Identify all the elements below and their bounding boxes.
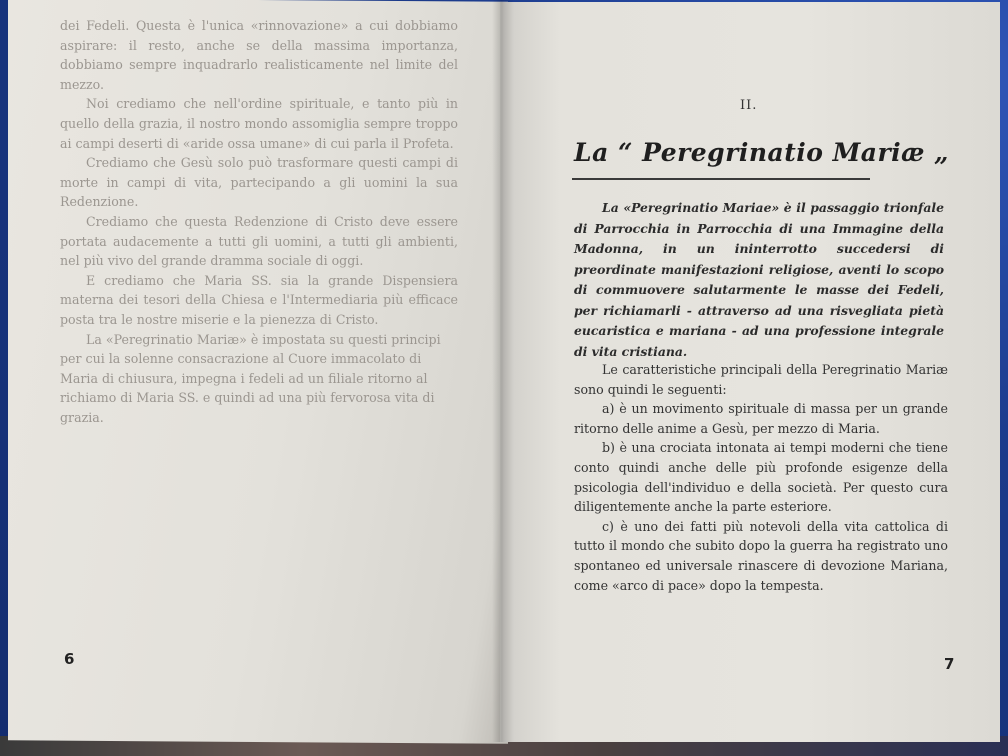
abstract-paragraph: La «Peregrinatio Mariae» è il passaggio trionfale di Parrocchia in Parrocchia di una Immagine della Madonna, in un ininterrotto succedersi di preordinate manifestazioni religiose, aventi lo scopo di commuovere salutarmente le masse dei Fedeli, per richiamarli - attraverso ad una risvegliata pietà eucaristica e mariana - ad una professione integrale di vita cristiana. <box>574 200 944 359</box>
left-paragraph-3: Crediamo che Gesù solo può trasformare questi campi di morte in campi di vita, partecipando a gli uomini la sua Redenzione. <box>60 155 458 210</box>
chapter-number: II. <box>740 98 758 113</box>
page-number-right: 7 <box>944 655 955 673</box>
right-paragraph-3: b) è una crociata intonata ai tempi moderni che tiene conto quindi anche delle più profonde esigenze della psicologia dell'individuo e della società. Per questo cura diligentemente anche la parte esteriore. <box>574 440 948 515</box>
right-paragraph-4: c) è uno dei fatti più notevoli della vita cattolica di tutto il mondo che subito dopo la guerra ha registrato uno spontaneo ed universale rinascere di devozione Mariana, come «arco di pace» dopo la tempesta. <box>574 518 948 593</box>
right-paragraph-2: a) è un movimento spirituale di massa per un grande ritorno delle anime a Gesù, per mezzo di Maria. <box>574 401 948 436</box>
left-paragraph-1: dei Fedeli. Questa è l'unica «rinnovazione» a cui dobbiamo aspirare: il resto, anche se della massima importanza, dobbiamo sempre inquadrarlo realisticamente nel limite del mezzo. <box>60 18 458 92</box>
left-paragraph-6: La «Peregrinatio Mariæ» è impostata su questi principi per cui la solenne consacrazione al Cuore immacolato di Maria di chiusura, impegna i fedeli ad un filiale ritorno al richiamo di Maria SS. e quindi ad una più fervorosa vita di grazia. <box>60 331 441 425</box>
left-paragraph-4: Crediamo che questa Redenzione di Cristo deve essere portata audacemente a tutti gli uomini, a tutti gli ambienti, nel più vivo del grande dramma sociale di oggi. <box>60 213 458 269</box>
right-page-text <box>574 360 948 595</box>
left-page-text <box>60 16 458 427</box>
left-paragraph-5: E crediamo che Maria SS. sia la grande Dispensiera materna dei tesori della Chiesa e l'Intermediaria più efficace posta tra le nostre miserie e la pienezza di Cristo. <box>60 272 458 327</box>
book-gutter <box>492 0 514 742</box>
right-paragraph-1: Le caratteristiche principali della Peregrinatio Mariæ sono quindi le seguenti: <box>574 362 948 397</box>
chapter-title: La “ Peregrinatio Mariæ „ <box>574 138 950 167</box>
left-paragraph-2: Noi crediamo che nell'ordine spirituale, e tanto più in quello della grazia, il nostro mondo assomiglia sempre troppo ai campi deserti di «aride ossa umane» di cui parla il Profeta. <box>60 96 458 151</box>
title-underline <box>572 178 870 180</box>
chapter-abstract <box>574 198 944 362</box>
page-number-left: 6 <box>64 650 75 668</box>
